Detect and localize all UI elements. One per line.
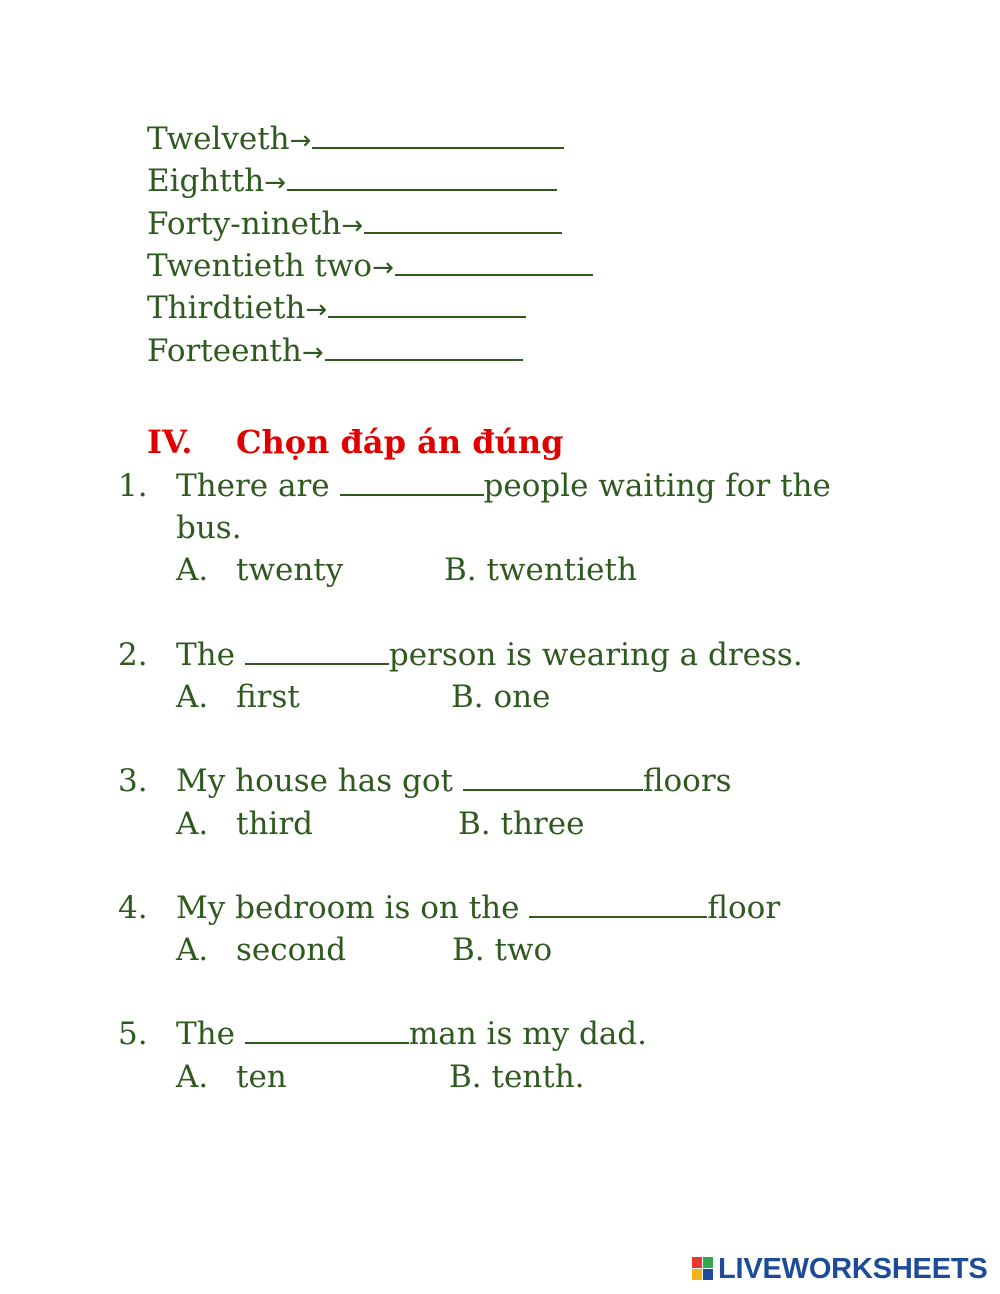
option-a[interactable]: ten [236,1059,287,1095]
question-number: 1. [118,468,148,504]
vocab-word: Twelveth [147,121,290,157]
option-a-letter: A. [176,552,209,588]
vocab-line [147,121,564,159]
question-pre: The [176,637,245,673]
question-text-continued: bus. [176,510,242,546]
vocab-word: Twentieth two [147,248,373,284]
question-pre: The [176,1016,245,1052]
section-number: IV. [147,423,193,461]
arrow-icon: → [264,168,287,198]
question-number: 3. [118,763,148,799]
question-post: floors [642,763,732,799]
question-text [176,637,803,673]
question-pre: There are [176,468,340,504]
question-post: people waiting for the [483,468,831,504]
question-number: 2. [118,637,148,673]
vocab-line [147,248,593,286]
question-pre: My bedroom is on the [176,890,530,926]
answer-blank[interactable] [364,206,562,234]
section-title: Chọn đáp án đúng [236,423,564,461]
question-text [176,890,780,926]
answer-blank[interactable] [395,248,593,276]
answer-blank[interactable] [328,290,526,318]
option-a-letter: A. [176,806,209,842]
option-a[interactable]: third [236,806,314,842]
question-post: man is my dad. [408,1016,648,1052]
question-blank[interactable] [245,637,389,665]
option-b[interactable]: B. tenth. [449,1059,585,1095]
option-a[interactable]: second [236,932,347,968]
option-a-letter: A. [176,679,209,715]
question-blank[interactable] [529,890,707,918]
vocab-line [147,206,562,244]
arrow-icon: → [372,253,394,283]
question-number: 4. [118,890,148,926]
option-b[interactable]: B. twentieth [444,552,637,588]
question-number: 5. [118,1016,148,1052]
option-a[interactable]: twenty [236,552,344,588]
option-a-letter: A. [176,1059,209,1095]
liveworksheets-logo-icon [692,1257,714,1281]
arrow-icon: → [305,295,328,325]
vocab-word: Forteenth [147,333,302,369]
answer-blank[interactable] [325,333,523,361]
vocab-line [147,163,557,201]
arrow-icon: → [289,126,312,156]
question-post: person is wearing a dress. [388,637,803,673]
option-a-letter: A. [176,932,209,968]
option-a[interactable]: first [236,679,300,715]
vocab-line [147,333,523,371]
vocab-line [147,290,526,328]
liveworksheets-logo [692,1252,988,1286]
question-post: floor [707,890,781,926]
vocab-word: Eightth [147,163,265,199]
question-blank[interactable] [463,763,643,791]
question-text [176,1016,647,1052]
question-text [176,468,831,504]
vocab-word: Forty-nineth [147,206,342,242]
option-b[interactable]: B. two [452,932,553,968]
question-pre: My house has got [176,763,463,799]
question-blank[interactable] [340,468,484,496]
arrow-icon: → [301,338,324,368]
answer-blank[interactable] [312,121,564,149]
question-text [176,763,732,799]
question-blank[interactable] [245,1016,409,1044]
option-b[interactable]: B. three [458,806,585,842]
logo-text: LIVEWORKSHEETS [718,1252,988,1285]
answer-blank[interactable] [287,163,557,191]
option-b[interactable]: B. one [451,679,551,715]
vocab-word: Thirdtieth [147,290,306,326]
arrow-icon: → [341,211,364,241]
